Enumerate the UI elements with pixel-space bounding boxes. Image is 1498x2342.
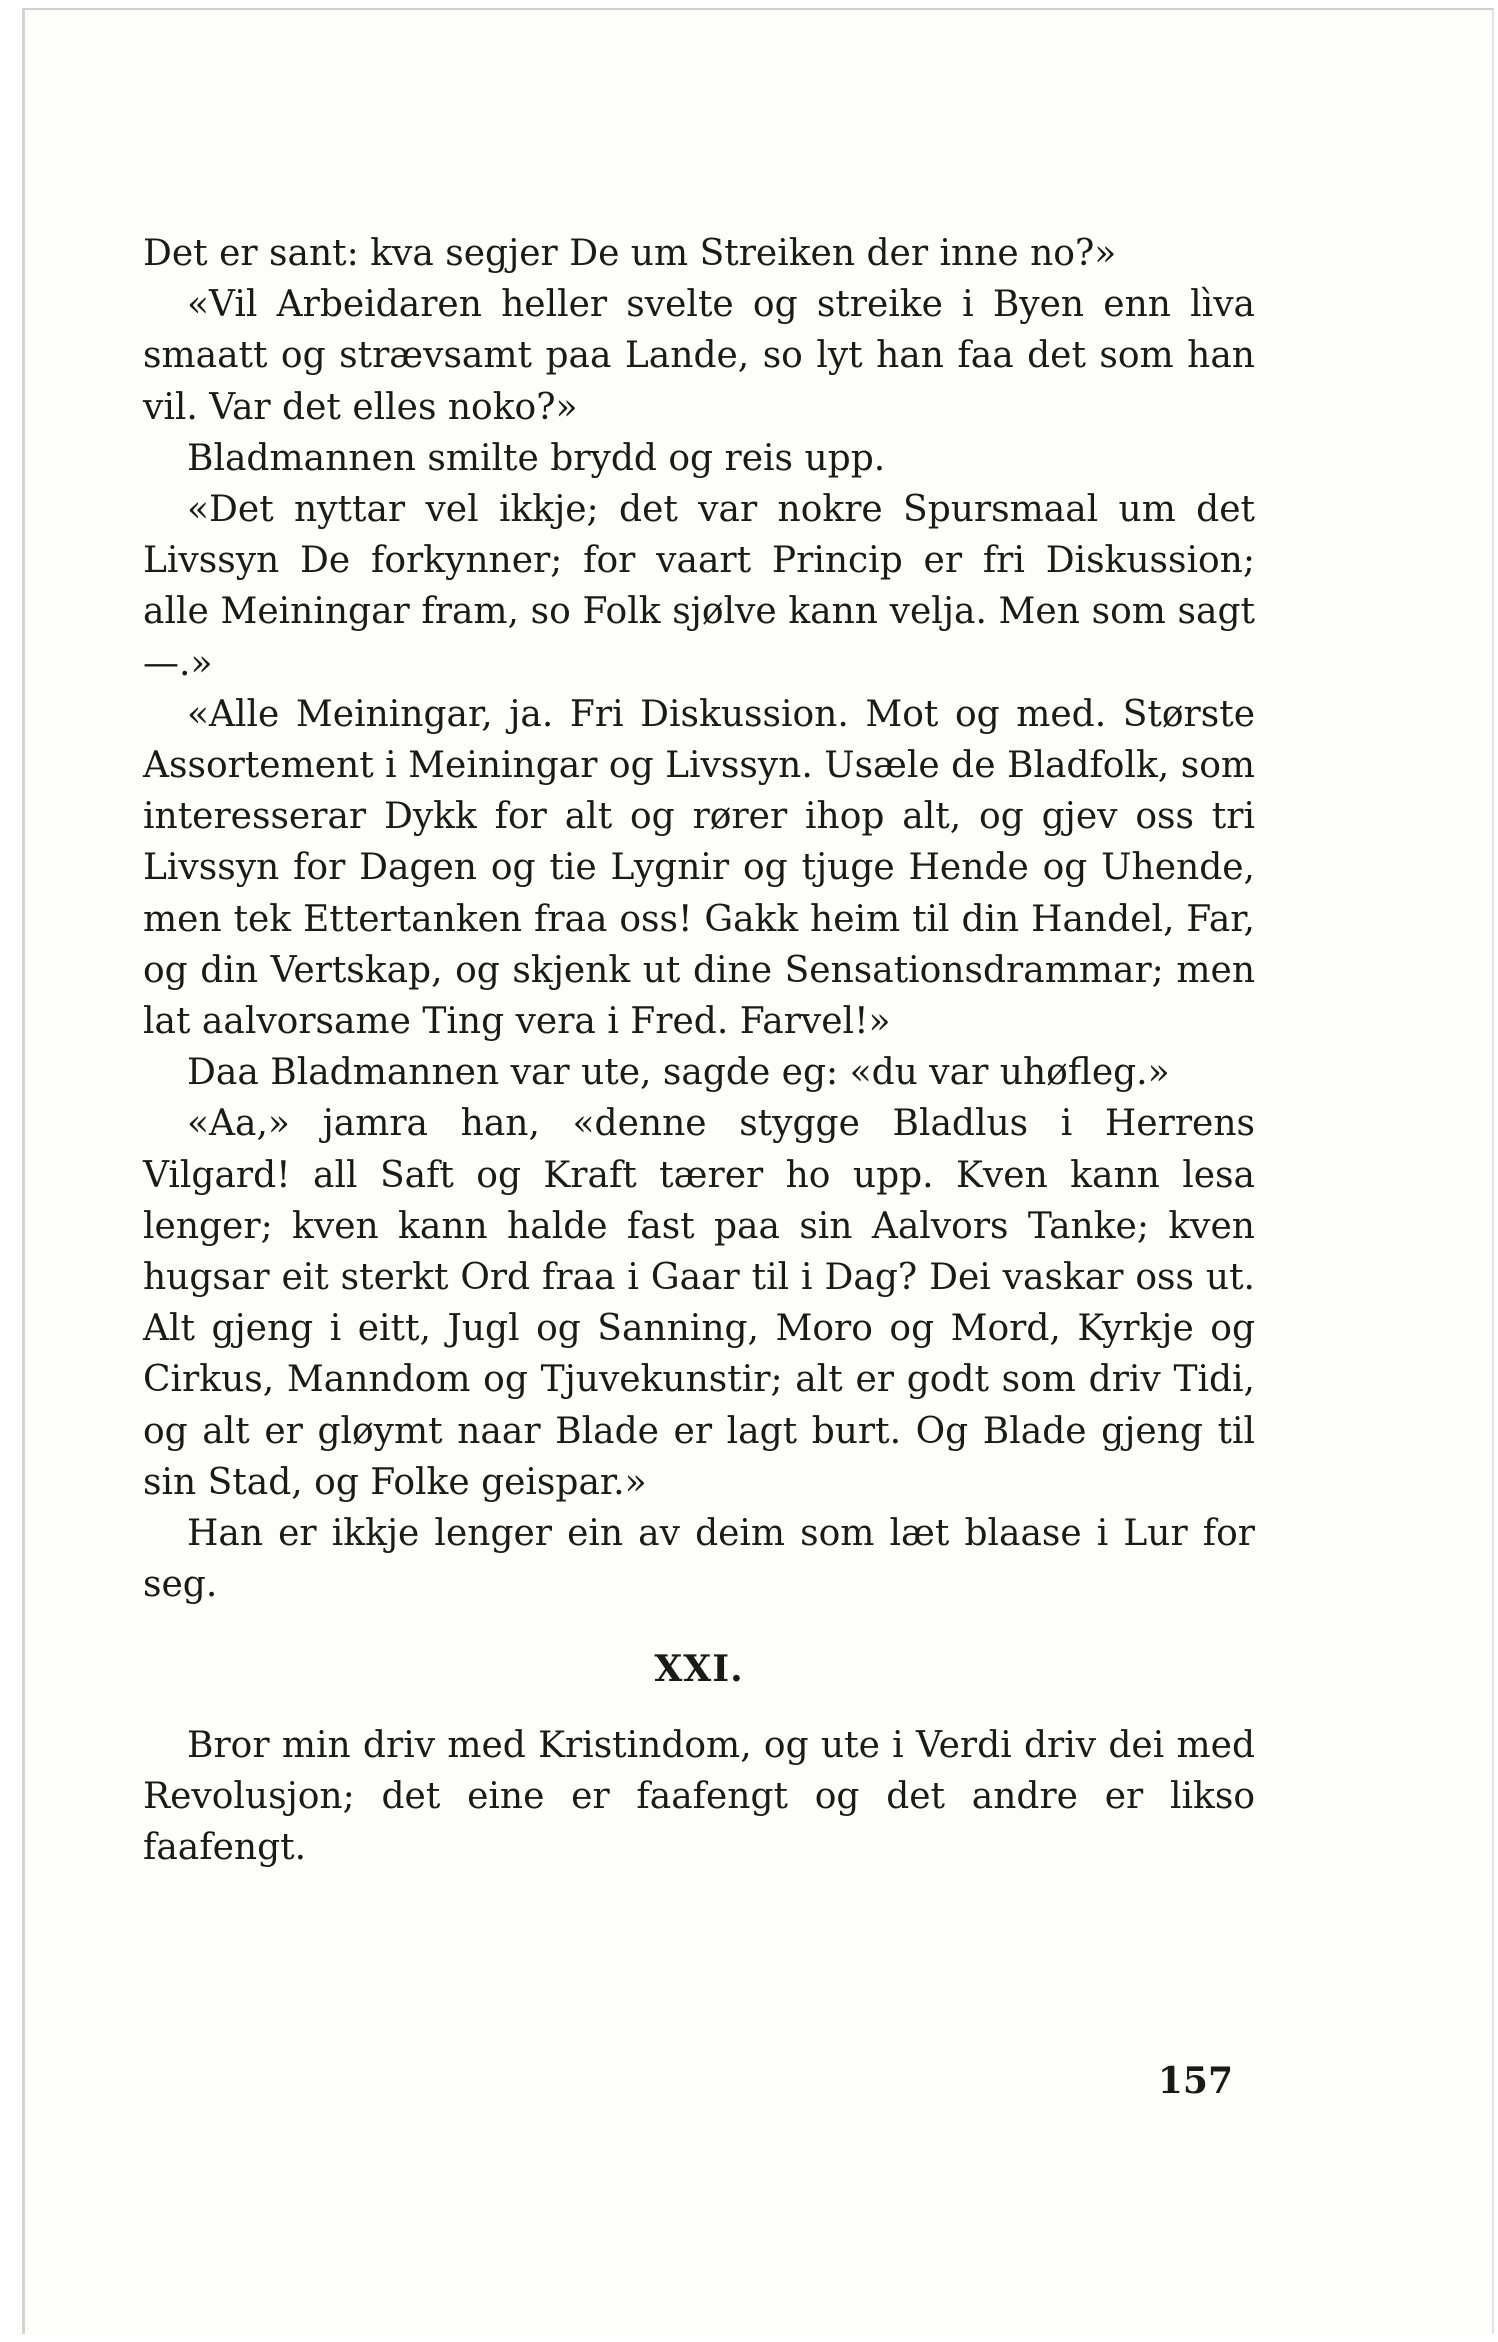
- paragraph: Bror min driv med Kristindom, og ute i Verdi driv dei med Revolusjon; det eine er faafengt og det andre er likso faafengt.: [143, 1724, 1255, 1869]
- paragraph: «Aa,» jamra han, «denne stygge Bladlus i Herrens Vilgard! all Saft og Kraft tærer ho upp. Kven kann lesa lenger; kven kann halde fast paa sin Aalvors Tanke; kven hugsar eit sterkt Ord fraa i Gaar til i Dag? Dei vaskar oss ut. Alt gjeng i eitt, Jugl og Sanning, Moro og Mord, Kyrkje og Cirkus, Manndom og Tjuvekunstir; alt er godt som driv Tidi, og alt er gløymt naar Blade er lagt burt. Og Blade gjeng til sin Stad, og Folke geispar.»: [143, 1103, 1255, 1503]
- body-text: [143, 228, 1255, 1873]
- paragraph: Bladmannen smilte brydd og reis upp.: [187, 437, 886, 479]
- paragraph-continuation: Det er sant: kva segjer De um Streiken der inne no?»: [143, 233, 1117, 274]
- paragraph: «Det nyttar vel ikkje; det var nokre Spursmaal um det Livssyn De forkynner; for vaart Princip er fri Diskussion; alle Meiningar fram, so Folk sjølve kann velja. Men som sagt —.»: [143, 489, 1255, 684]
- book-page: [22, 8, 1494, 2334]
- paragraph: Han er ikkje lenger ein av deim som læt blaase i Lur for seg.: [143, 1513, 1255, 1606]
- paragraph: «Vil Arbeidaren heller svelte og streike i Byen enn lìva smaatt og strævsamt paa Lande, so lyt han faa det som han vil. Var det elles noko?»: [143, 284, 1255, 428]
- chapter-heading: XXI.: [654, 1648, 744, 1691]
- paragraph: Daa Bladmannen var ute, sagde eg: «du var uhøfleg.»: [187, 1052, 1170, 1094]
- paragraph: «Alle Meiningar, ja. Fri Diskussion. Mot og med. Største Assortement i Meiningar og Livssyn. Usæle de Bladfolk, som interesserar Dykk for alt og rører ihop alt, og gjev oss tri Livssyn for Dagen og tie Lygnir og tjuge Hende og Uhende, men tek Ettertanken fraa oss! Gakk heim til din Handel, Far, og din Vertskap, og skjenk ut dine Sensationsdrammar; men lat aalvorsame Ting vera i Fred. Farvel!»: [143, 693, 1255, 1043]
- page-number: 157: [1157, 2060, 1233, 2102]
